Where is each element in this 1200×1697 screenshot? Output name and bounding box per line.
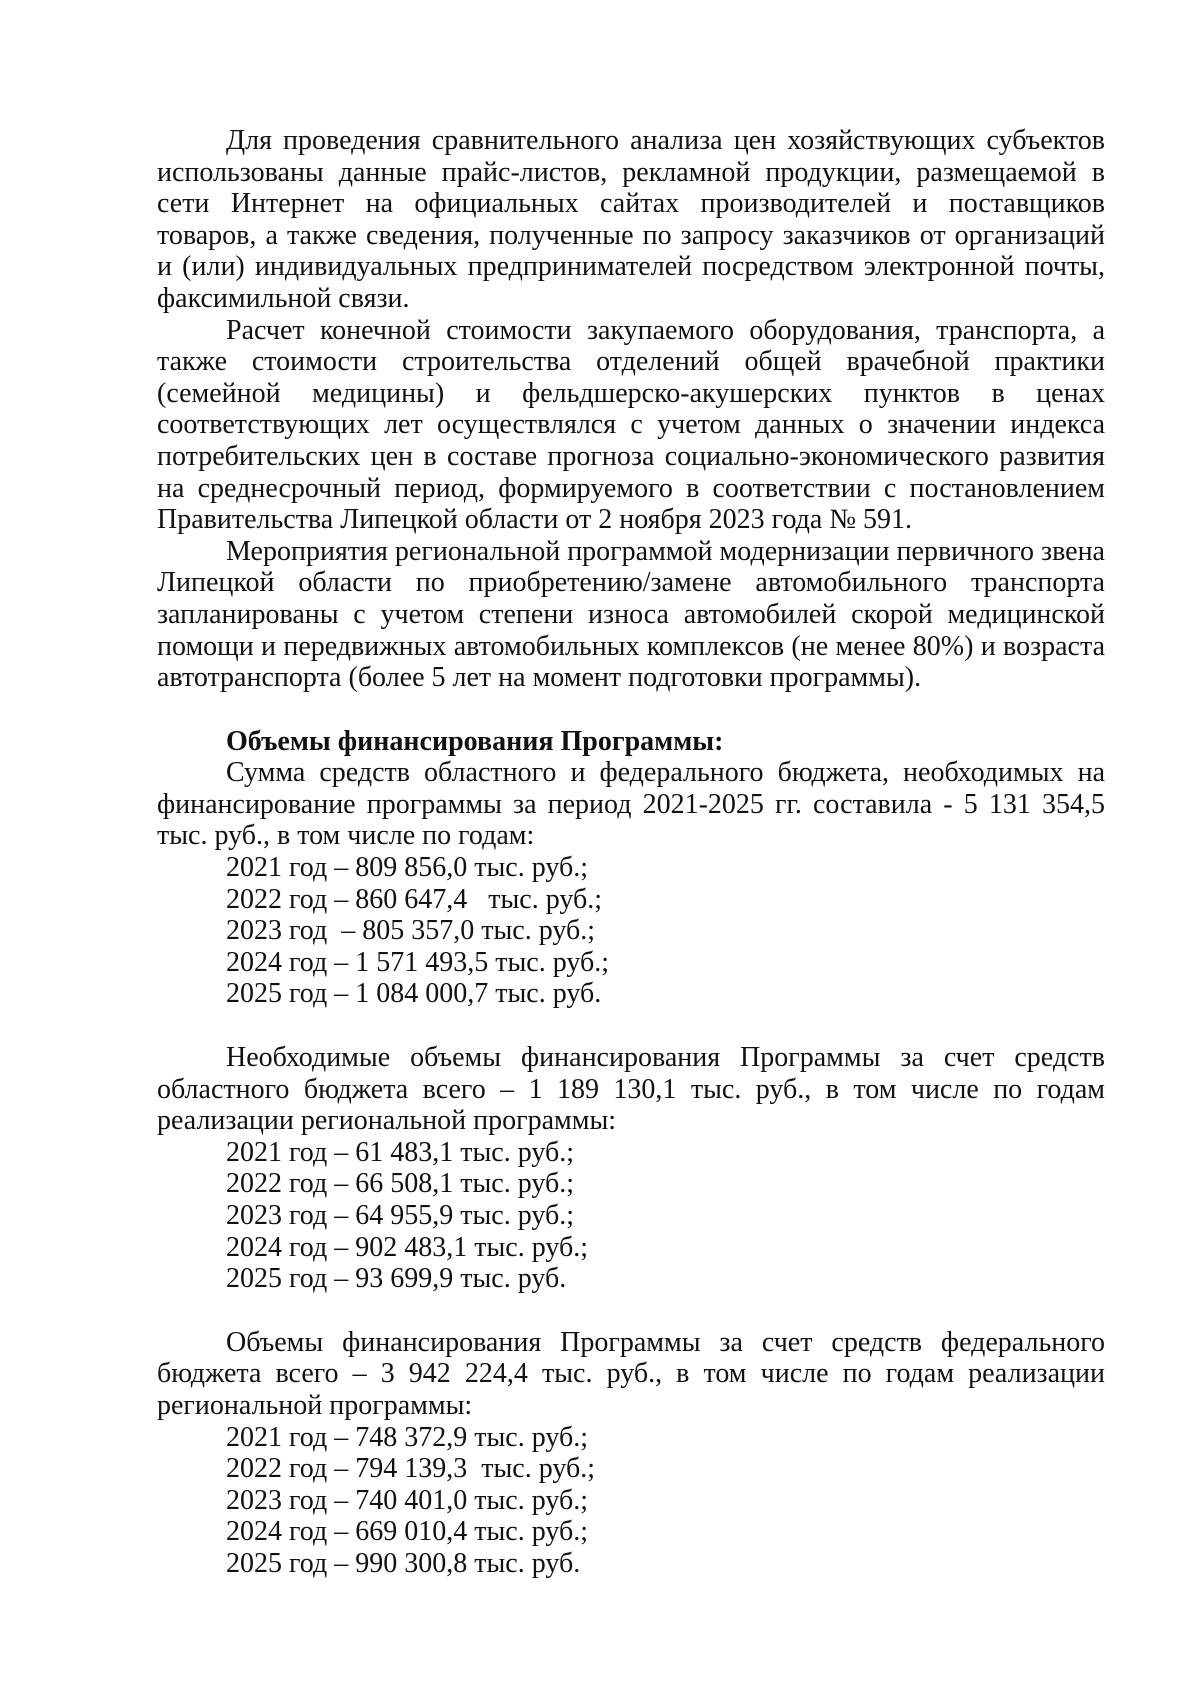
total-year-2024: 2024 год – 1 571 493,5 тыс. руб.;	[226, 946, 609, 978]
paragraph-cost-calculation: Расчет конечной стоимости закупаемого оборудования, транспорта, а также стоимости строительства отделений общей врачебной практики (семейной медицины) и фельдшерско-акушерских пунктов в ценах соответствующих лет осуществлялся с учетом данных о значении индекса потребительских цен в составе прогноза социально-экономического развития на среднесрочный период, формируемого в соответствии с постановлением Правительства Липецкой области от 2 ноября 2023 года № 591.	[157, 314, 1105, 536]
total-year-2025: 2025 год – 1 084 000,7 тыс. руб.	[226, 978, 602, 1010]
paragraph-transport-measures: Мероприятия региональной программой модернизации первичного звена Липецкой области по приобретению/замене автомобильного транспорта запланированы с учетом степени износа автомобилей скорой медицинской помощи и передвижных автомобильных комплексов (не менее 80%) и возраста автотранспорта (более 5 лет на момент подготовки программы).	[157, 535, 1105, 694]
regional-financing-intro: Необходимые объемы финансирования Программы за счет средств областного бюджета всего – 1 189 130,1 тыс. руб., в том числе по годам реализации региональной программы:	[157, 1042, 1105, 1137]
total-year-2023: 2023 год – 805 357,0 тыс. руб.;	[226, 915, 595, 947]
total-year-2021: 2021 год – 809 856,0 тыс. руб.;	[226, 852, 588, 884]
financing-heading: Объемы финансирования Программы:	[226, 725, 724, 757]
federal-year-2023: 2023 год – 740 401,0 тыс. руб.;	[226, 1484, 588, 1516]
total-year-2022: 2022 год – 860 647,4 тыс. руб.;	[226, 883, 602, 915]
document-body	[157, 125, 1105, 1580]
total-financing-intro: Сумма средств областного и федерального бюджета, необходимых на финансирование программы за период 2021-2025 гг. составила - 5 131 354,5 тыс. руб., в том числе по годам:	[157, 757, 1105, 852]
spacer	[157, 1010, 1105, 1042]
spacer	[157, 694, 1105, 726]
federal-year-2024: 2024 год – 669 010,4 тыс. руб.;	[226, 1516, 588, 1548]
federal-year-2025: 2025 год – 990 300,8 тыс. руб.	[226, 1547, 581, 1579]
regional-year-2024: 2024 год – 902 483,1 тыс. руб.;	[226, 1231, 588, 1263]
regional-year-2021: 2021 год – 61 483,1 тыс. руб.;	[226, 1136, 574, 1168]
regional-year-2023: 2023 год – 64 955,9 тыс. руб.;	[226, 1200, 574, 1231]
regional-year-2025: 2025 год – 93 699,9 тыс. руб.	[226, 1263, 567, 1295]
regional-year-2022: 2022 год – 66 508,1 тыс. руб.;	[226, 1168, 574, 1200]
federal-year-2022: 2022 год – 794 139,3 тыс. руб.;	[226, 1453, 595, 1485]
paragraph-price-analysis: Для проведения сравнительного анализа цен хозяйствующих субъектов использованы данные прайс-листов, рекламной продукции, размещаемой в сети Интернет на официальных сайтах производителей и поставщиков товаров, а также сведения, полученные по запросу заказчиков от организаций и (или) индивидуальных предпринимателей посредством электронной почты, факсимильной связи.	[157, 125, 1105, 314]
spacer	[157, 1295, 1105, 1327]
federal-year-2021: 2021 год – 748 372,9 тыс. руб.;	[226, 1421, 588, 1453]
federal-financing-intro: Объемы финансирования Программы за счет средств федерального бюджета всего – 3 942 224,4 тыс. руб., в том числе по годам реализации региональной программы:	[157, 1326, 1105, 1421]
